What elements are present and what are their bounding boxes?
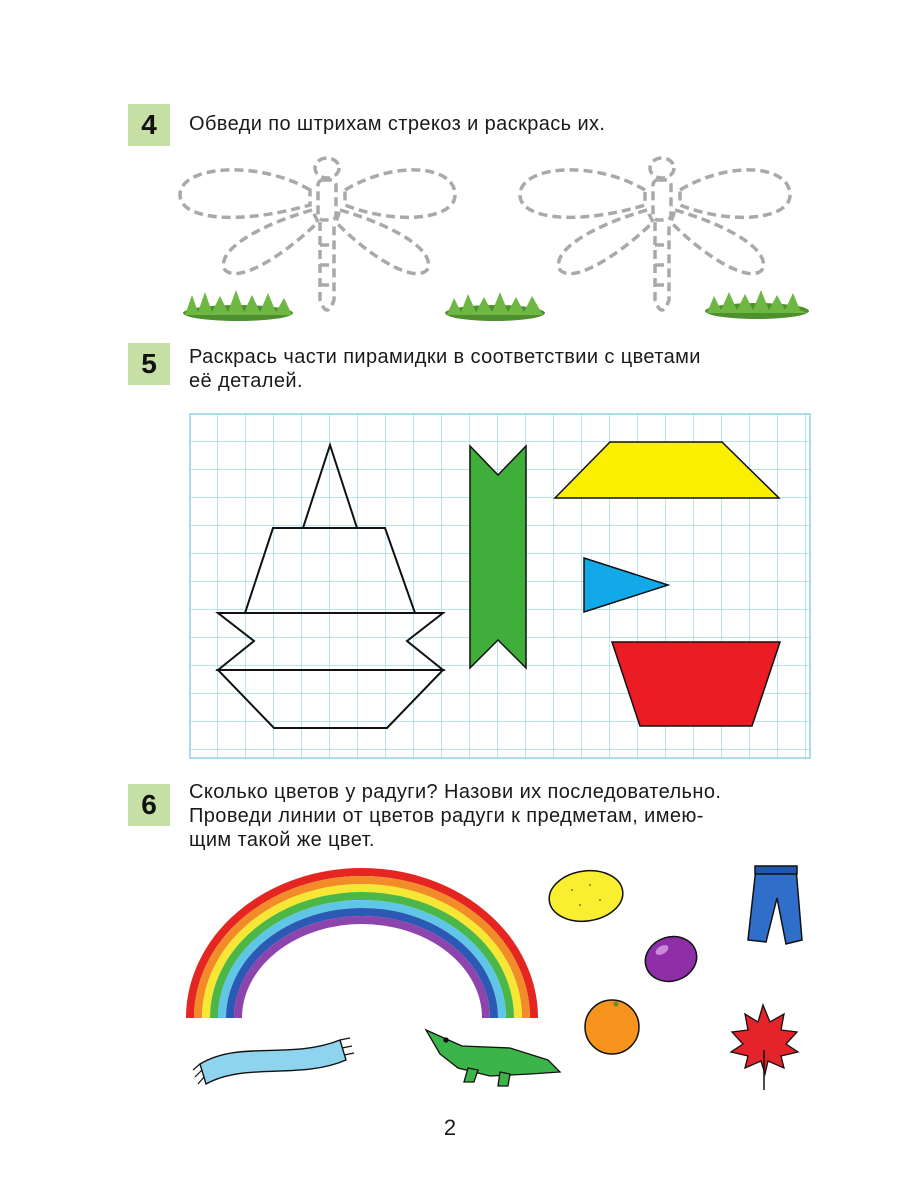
jeans (748, 866, 802, 944)
task-5-number: 5 (128, 343, 170, 385)
task-6-line-3: щим такой же цвет. (189, 829, 375, 851)
lemon (546, 866, 626, 926)
rainbow (190, 872, 534, 1018)
orange (585, 1000, 639, 1054)
task-5-line-2: её деталей. (189, 370, 303, 392)
task-6-line-2: Проведи линии от цветов радуги к предметам, имею- (189, 805, 704, 827)
task-5-line-1: Раскрась части пирамидки в соответствии с цветами (189, 346, 701, 368)
crocodile (426, 1030, 560, 1086)
task-6-line-1: Сколько цветов у радуги? Назови их последовательно. (189, 781, 722, 803)
task-6-number: 6 (128, 784, 170, 826)
plum (639, 930, 702, 988)
task-4-number: 4 (128, 104, 170, 146)
scarf (193, 1038, 354, 1084)
maple-leaf (731, 1005, 798, 1090)
page-number: 2 (443, 1115, 457, 1140)
task-4-text: Обведи по штрихам стрекоз и раскрась их. (189, 113, 606, 135)
